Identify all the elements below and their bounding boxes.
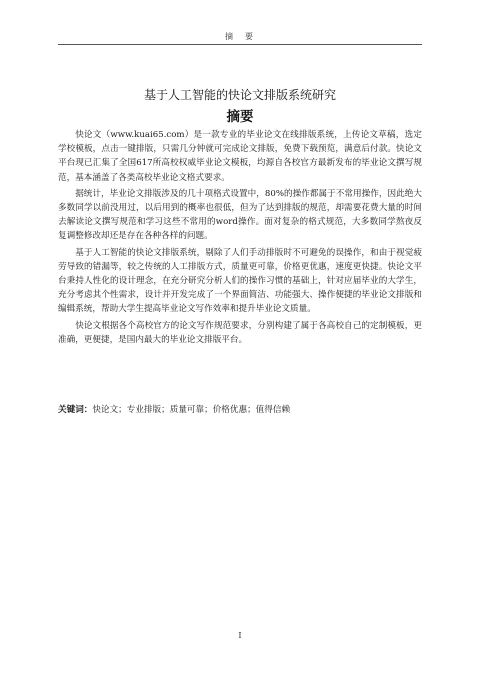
abstract-paragraph: 基于人工智能的快论文排版系统，剔除了人们手动排版时不可避免的误操作，和由于视觉疲劳导致的错漏等，较之传统的人工排版方式，质量更可靠，价格更优惠，速度更快捷。快论文平台秉持人性化的设计理念，在充分研究分析人们的操作习惯的基础上，针对应届毕业的大学生，充分考虑其个性需求，设计并开发完成了一个界面简洁、功能强大、操作便捷的毕业论文排版和编辑系统，帮助大学生提高毕业论文写作效率和提升毕业论文质量。 <box>58 247 422 315</box>
keywords-text: 快论文；专业排版；质量可靠；价格优惠；值得信赖 <box>92 405 291 415</box>
abstract-paragraph: 快论文根据各个高校官方的论文写作规范要求，分别构建了属于各高校自己的定制模板，更准确，更便捷，是国内最大的毕业论文排版平台。 <box>58 320 422 345</box>
page-number: I <box>238 631 242 640</box>
header-rule <box>58 44 422 45</box>
abstract-paragraph: 快论文（www.kuai65.com）是一款专业的毕业论文在线排版系统，上传论文草稿，选定学校模板，点击一键排版，只需几分钟就可完成论文排版，免费下载预览，满意后付款。快论文平台现已汇集了全国617所高校权威毕业论文模板，均源自各校官方最新发布的毕业论文撰写规范，基本涵盖了各类高校毕业论文格式要求。 <box>58 130 422 183</box>
abstract-body <box>58 128 422 349</box>
abstract-paragraph: 据统计，毕业论文排版涉及的几十项格式设置中，80%的操作都属于不常用操作，因此绝大多数同学以前没用过，以后用到的概率也很低，但为了达到排版的规范，却需要花费大量的时间去解读论文撰写规范和学习这些不常用的word操作。面对复杂的格式规范，大多数同学熬夜反复调整修改却还是存在各种各样的问题。 <box>58 188 422 242</box>
keywords-label: 关键词： <box>58 405 93 415</box>
abstract-heading: 摘要 <box>226 109 254 125</box>
paper-title: 基于人工智能的快论文排版系统研究 <box>143 88 336 102</box>
keywords-line <box>58 403 422 417</box>
running-header: 摘 要 <box>225 32 255 41</box>
